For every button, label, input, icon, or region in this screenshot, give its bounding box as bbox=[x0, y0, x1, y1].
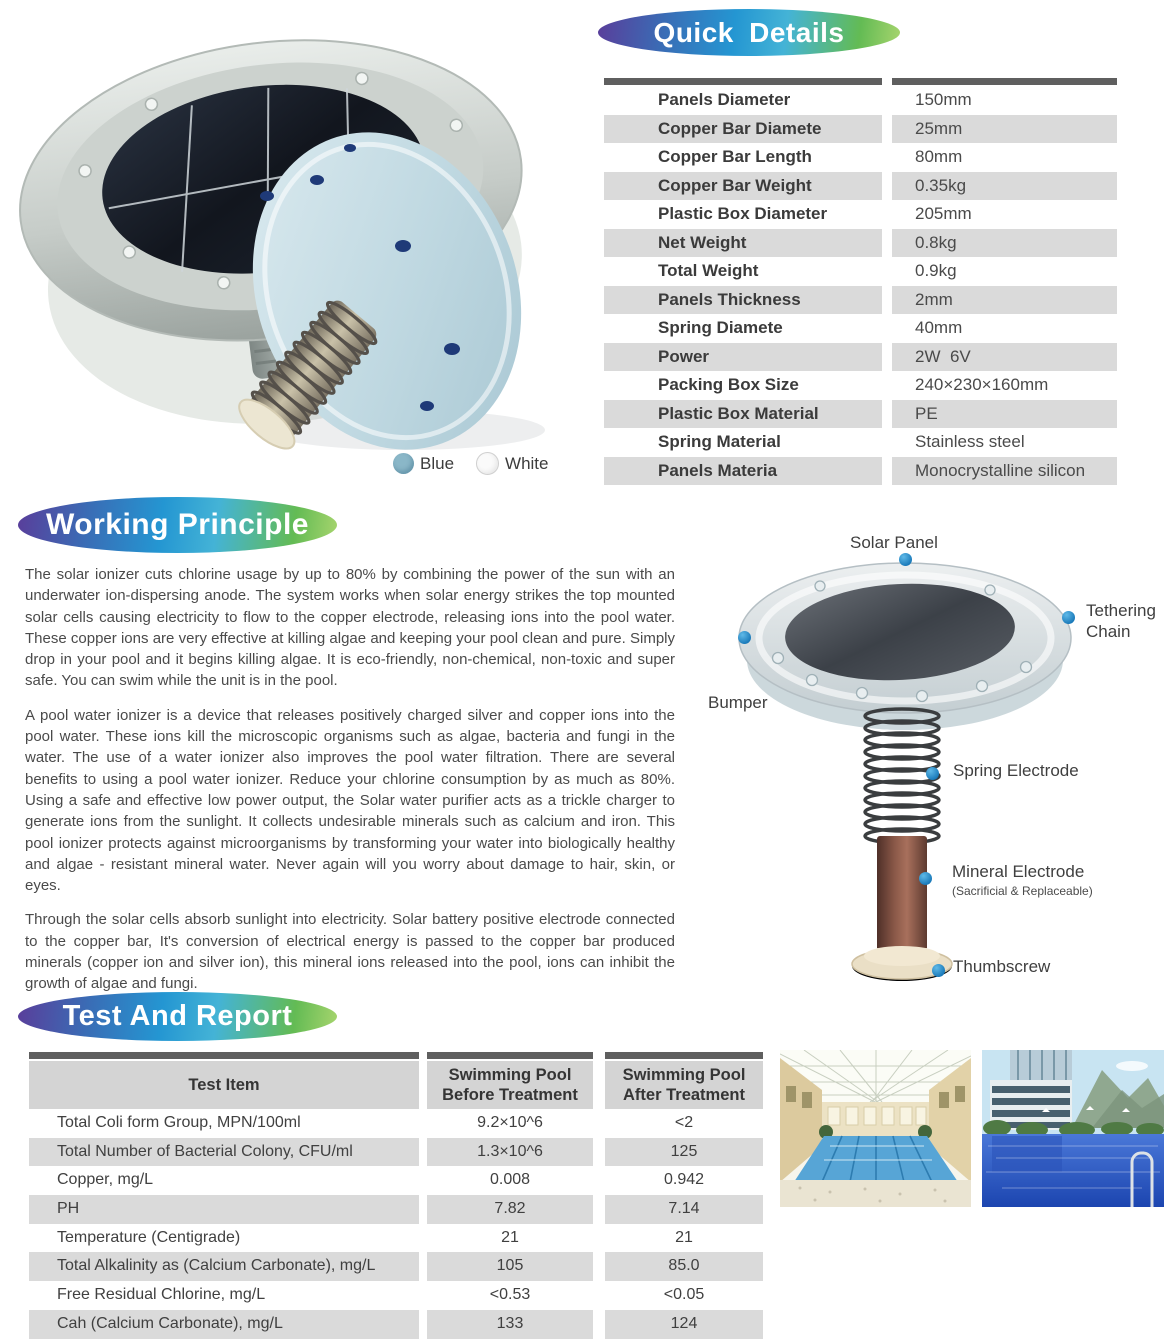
color-options bbox=[393, 452, 549, 475]
spec-row bbox=[604, 86, 1117, 115]
pool-photo-outdoor bbox=[982, 1050, 1164, 1207]
solar-panel-marker bbox=[899, 553, 912, 566]
spec-label: Spring Diamete bbox=[658, 318, 783, 337]
after-treatment-header bbox=[605, 1061, 763, 1109]
spec-row bbox=[604, 229, 1117, 258]
spec-value: 240×230×160mm bbox=[915, 375, 1049, 394]
diagram-label-solar-panel: Solar Panel bbox=[850, 533, 938, 552]
spec-row bbox=[604, 286, 1117, 315]
bumper-marker bbox=[738, 631, 751, 644]
color-swatch-blue bbox=[393, 453, 454, 474]
spec-row bbox=[604, 428, 1117, 457]
spec-label: Net Weight bbox=[604, 229, 882, 258]
spec-rows bbox=[604, 86, 1117, 485]
before-treatment-header bbox=[427, 1061, 593, 1109]
diagram-label-tethering-chain bbox=[1086, 600, 1156, 642]
after-value-cell: 124 bbox=[605, 1310, 763, 1339]
spec-value: 205mm bbox=[915, 204, 972, 223]
test-item-header-text: Test Item bbox=[188, 1076, 260, 1094]
after-value-cell: 7.14 bbox=[605, 1195, 763, 1224]
product-photo-illustration bbox=[5, 38, 585, 458]
test-item-column-bar bbox=[29, 1052, 419, 1059]
diagram-label-thumbscrew: Thumbscrew bbox=[953, 957, 1051, 976]
before-value-cell: 133 bbox=[427, 1310, 593, 1339]
diagram-label-bumper: Bumper bbox=[708, 693, 768, 712]
test-table-row bbox=[29, 1195, 763, 1224]
working-principle-paragraph: Through the solar cells absorb sunlight into electricity. Solar battery positive electrode connected to the copper bar, It's conversion of electrical energy is passed to the copper bar produced minerals (copper ion and silver ion), this mineral ions released into the pool, ions can inhibit the growth of algae and fungi. bbox=[25, 911, 675, 993]
working-principle-header bbox=[18, 497, 337, 553]
diagram-label-mineral-electrode: Mineral Electrode bbox=[952, 862, 1085, 881]
after-value-cell: 125 bbox=[605, 1138, 763, 1167]
after-value-cell: 21 bbox=[675, 1228, 693, 1246]
before-value-cell: 1.3×10^6 bbox=[427, 1138, 593, 1167]
spec-row bbox=[604, 143, 1117, 172]
spec-value: 150mm bbox=[915, 90, 972, 109]
test-item-cell: Temperature (Centigrade) bbox=[57, 1228, 241, 1246]
white-swatch-label: White bbox=[505, 453, 549, 473]
test-table-row bbox=[29, 1310, 763, 1339]
test-table-row bbox=[29, 1166, 763, 1195]
before-value-cell: 0.008 bbox=[489, 1171, 531, 1189]
spec-label: Panels Thickness bbox=[604, 286, 882, 315]
spec-value: 0.35kg bbox=[892, 172, 1117, 201]
spec-label: Copper Bar Weight bbox=[604, 172, 882, 201]
spec-row bbox=[604, 200, 1117, 229]
spec-row bbox=[604, 343, 1117, 372]
test-table-top-bars bbox=[29, 1052, 763, 1059]
test-item-cell: Cah (Calcium Carbonate), mg/L bbox=[29, 1310, 419, 1339]
working-principle-text bbox=[25, 564, 675, 1008]
product-photo bbox=[5, 38, 585, 458]
spec-row bbox=[604, 457, 1117, 486]
spec-value: 0.8kg bbox=[892, 229, 1117, 258]
spec-label: Panels Diameter bbox=[658, 90, 791, 109]
after-value-cell: 85.0 bbox=[605, 1252, 763, 1281]
working-principle-paragraph: A pool water ionizer is a device that releases positively charged silver and copper ions into the pool water. These ions kill the microscopic organisms such as algae, bacteria and fungi in the water. The use of a water ionizer also improves the pool water filtration. There are several benefits to using a pool water ionizer. Reduce your chlorine consumption by as much as 80%. Using a safe and effective low power output, the Solar water purifier acts as a trickle charger to generate ions from the sunlight. It collects undesirable minerals such as calcium and iron. This pool ionizer protects against microorganisms by transforming your water into biologically healthy and algae - resistant mineral water. Never again will you worry about damage to hair, skin, or eyes. bbox=[25, 706, 675, 895]
spec-label: Packing Box Size bbox=[658, 375, 799, 394]
pool-photo-indoor bbox=[780, 1050, 971, 1207]
color-swatch-white bbox=[476, 452, 548, 475]
test-report-header bbox=[18, 992, 337, 1041]
after-header-line1: Swimming Pool bbox=[622, 1066, 746, 1084]
spec-table-top-bars bbox=[604, 78, 1117, 85]
quick-details-header bbox=[598, 9, 900, 56]
spec-value-column-bar bbox=[892, 78, 1117, 85]
test-item-cell: PH bbox=[29, 1195, 419, 1224]
test-item-cell: Total Coli form Group, MPN/100ml bbox=[57, 1114, 301, 1131]
product-diagram bbox=[700, 520, 1164, 1000]
diagram-illustration bbox=[700, 520, 1164, 1000]
spec-label: Plastic Box Diameter bbox=[658, 204, 828, 223]
spec-label: Spring Material bbox=[658, 432, 781, 451]
blue-swatch-dot bbox=[393, 453, 414, 474]
test-table-row bbox=[29, 1252, 763, 1281]
after-header-line2: After Treatment bbox=[623, 1086, 745, 1104]
spec-value: 2W 6V bbox=[892, 343, 1117, 372]
spec-label-column-bar bbox=[604, 78, 882, 85]
spec-row bbox=[604, 314, 1117, 343]
test-table-header-row bbox=[29, 1061, 763, 1109]
spec-label: Total Weight bbox=[658, 261, 759, 280]
spec-row bbox=[604, 115, 1117, 144]
test-report-table bbox=[29, 1052, 763, 1339]
blue-swatch-label: Blue bbox=[420, 453, 455, 473]
after-value-cell: <0.05 bbox=[663, 1286, 705, 1304]
before-value-cell: 7.82 bbox=[427, 1195, 593, 1224]
thumbscrew-marker bbox=[932, 964, 945, 977]
test-item-cell: Copper, mg/L bbox=[57, 1171, 154, 1189]
spec-label: Copper Bar Length bbox=[658, 147, 812, 166]
spec-value: Monocrystalline silicon bbox=[892, 457, 1117, 486]
before-header-line1: Swimming Pool bbox=[448, 1066, 572, 1084]
before-value-cell: 9.2×10^6 bbox=[477, 1114, 543, 1131]
mineral-electrode-marker bbox=[919, 872, 932, 885]
test-table-row bbox=[29, 1109, 763, 1138]
test-table-row bbox=[29, 1281, 763, 1310]
spec-value: Stainless steel bbox=[915, 432, 1025, 451]
spec-value: 25mm bbox=[892, 115, 1117, 144]
spec-label: Copper Bar Diamete bbox=[604, 115, 882, 144]
test-item-header bbox=[29, 1061, 419, 1109]
after-column-bar bbox=[605, 1052, 763, 1059]
quick-details-table bbox=[604, 78, 1117, 485]
spec-row bbox=[604, 257, 1117, 286]
test-table-row bbox=[29, 1224, 763, 1253]
spec-value: 80mm bbox=[915, 147, 963, 166]
reference-photos bbox=[780, 1050, 1164, 1207]
spec-value: 40mm bbox=[915, 318, 963, 337]
after-value-cell: 0.942 bbox=[663, 1171, 705, 1189]
working-principle-paragraph: The solar ionizer cuts chlorine usage by up to 80% by combining the power of the sun with an underwater ion-dispersing anode. The system works when solar energy strikes the top mounted solar cells causing electricity to flow to the copper electrode, releasing ions into the pool water. These copper ions are very effective at killing algae and keeping your pool clean and pure. Simply drop in your pool and it begins killing algae. It is eco-friendly, non-chemical, non-toxic and super safe. You can swim while the unit is in the pool. bbox=[25, 566, 675, 690]
spec-label: Panels Materia bbox=[604, 457, 882, 486]
before-column-bar bbox=[427, 1052, 593, 1059]
test-item-cell: Total Number of Bacterial Colony, CFU/ml bbox=[29, 1138, 419, 1167]
white-swatch-dot bbox=[476, 452, 499, 475]
tethering-line1: Tethering bbox=[1086, 601, 1156, 620]
diagram-label-spring-electrode: Spring Electrode bbox=[953, 761, 1079, 780]
before-header-line2: Before Treatment bbox=[442, 1086, 578, 1104]
test-table-rows bbox=[29, 1109, 763, 1339]
diagram-note-mineral-electrode: (Sacrificial & Replaceable) bbox=[952, 884, 1093, 898]
spec-row bbox=[604, 172, 1117, 201]
before-value-cell: <0.53 bbox=[489, 1286, 531, 1304]
spec-row bbox=[604, 371, 1117, 400]
after-value-cell: <2 bbox=[674, 1114, 694, 1131]
spec-value: 0.9kg bbox=[915, 261, 957, 280]
working-principle-title: Working Principle bbox=[46, 508, 309, 541]
test-report-title: Test And Report bbox=[62, 1000, 293, 1032]
spec-label: Power bbox=[604, 343, 882, 372]
quick-details-title: Quick Details bbox=[653, 16, 845, 48]
test-item-cell: Total Alkalinity as (Calcium Carbonate), mg/L bbox=[29, 1252, 419, 1281]
spec-row bbox=[604, 400, 1117, 429]
before-value-cell: 21 bbox=[501, 1228, 519, 1246]
spec-value: PE bbox=[892, 400, 1117, 429]
spec-value: 2mm bbox=[892, 286, 1117, 315]
tethering-chain-marker bbox=[1062, 611, 1075, 624]
test-table-row bbox=[29, 1138, 763, 1167]
spec-label: Plastic Box Material bbox=[604, 400, 882, 429]
tethering-line2: Chain bbox=[1086, 622, 1131, 641]
test-item-cell: Free Residual Chlorine, mg/L bbox=[57, 1286, 266, 1304]
before-value-cell: 105 bbox=[427, 1252, 593, 1281]
spring-electrode-marker bbox=[926, 767, 939, 780]
